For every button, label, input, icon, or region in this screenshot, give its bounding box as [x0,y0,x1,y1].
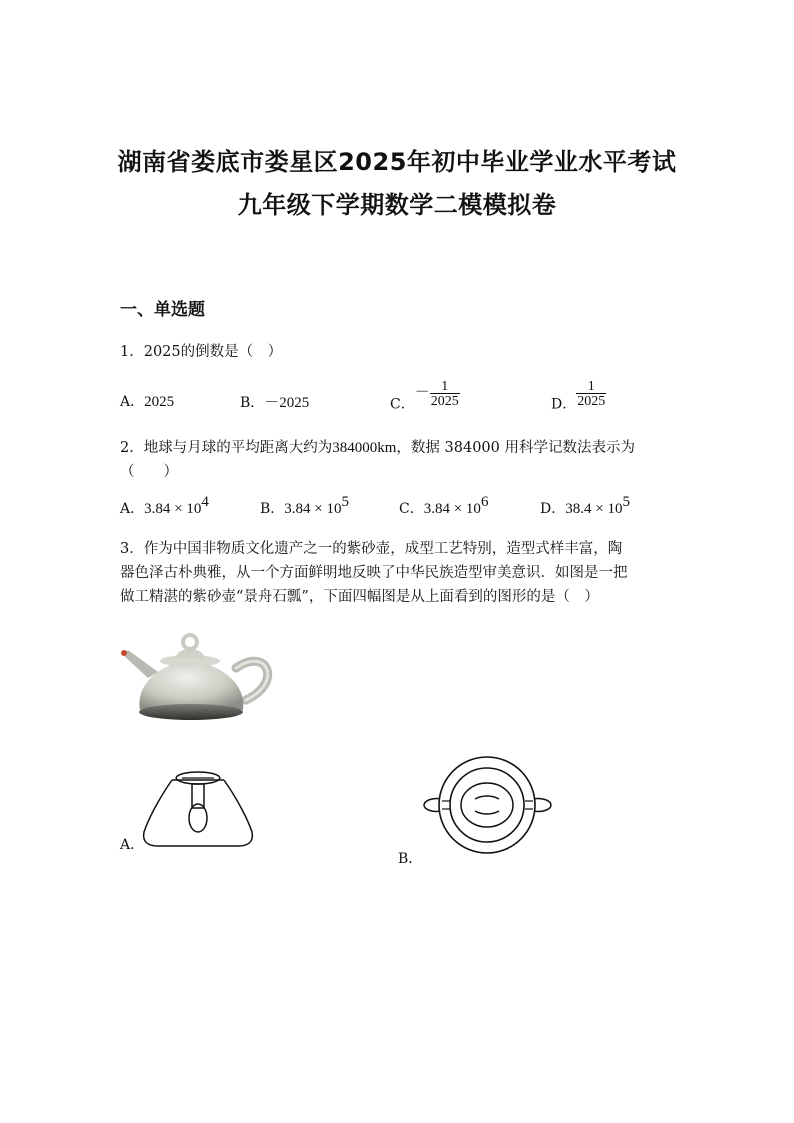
option-exponent: 5 [622,494,630,510]
q3-option-a-figure [138,768,258,850]
question-3-line3: 做工精湛的紫砂壶“景舟石瓢”，下面四幅图是从上面看到的图形的是（ ） [120,589,599,605]
question-3-line2: 器色泽古朴典雅，从一个方面鲜明地反映了中华民族造型审美意识．如图是一把 [120,565,628,581]
q2-stem-text: 2．地球与月球的平均距离大约为 [120,440,333,456]
section-heading: 一、单选题 [120,300,205,320]
option-base: 3.84 × 10 [144,501,202,517]
fraction-denominator: 2025 [577,394,606,409]
option-value: －2025 [264,395,310,411]
option-label: C． [390,396,415,413]
option-label: B． [240,395,265,411]
option-exponent: 6 [480,494,489,510]
document-title-line1: 湖南省娄底市娄星区2025年初中毕业学业水平考试 [117,148,677,176]
option-exponent: 5 [341,494,350,510]
option-value: 2025 [144,394,175,410]
q2-distance: 384000km [332,440,397,456]
question-1-stem: 1．2025的倒数是（ ） [120,344,283,360]
option-label: D． [551,396,577,413]
question-2-stem-line2: （ ） [120,464,178,480]
q2-stem-text-2: ，数据 384000 用科学记数法表示为 [396,440,635,456]
question-2-stem [120,436,635,460]
teapot-photo [118,628,278,723]
q1-option-d[interactable] [551,380,606,414]
option-exponent: 4 [201,494,209,510]
q1-option-c[interactable] [390,380,460,414]
option-base: 3.84 × 10 [423,501,481,517]
q3-option-a-label[interactable]: A． [120,837,145,853]
fraction-numerator: 1 [441,379,449,394]
minus-sign: － [414,384,430,401]
option-base: 3.84 × 10 [284,501,342,517]
fraction [430,380,460,409]
q2-option-c[interactable] [399,494,489,518]
question-3-line1: 3．作为中国非物质文化遗产之一的紫砂壶，成型工艺特别，造型式样丰富，陶 [120,541,623,557]
fraction [576,380,606,409]
option-label: B． [260,501,285,517]
q2-option-d[interactable] [540,494,630,518]
fraction-numerator: 1 [587,379,595,394]
fraction-denominator: 2025 [430,394,459,409]
q1-option-a[interactable] [120,391,174,411]
document-title-line2: 九年级下学期数学二模模拟卷 [237,191,557,219]
q3-option-b-figure [420,755,555,860]
option-label: A． [120,394,145,410]
q3-option-b-label[interactable]: B． [398,851,423,867]
option-label: D． [540,501,566,517]
q2-option-b[interactable] [260,494,350,518]
option-label: C． [399,501,424,517]
option-base: 38.4 × 10 [565,501,623,517]
q1-option-b[interactable] [240,391,309,412]
q2-option-a[interactable] [120,494,209,518]
option-label: A． [120,501,145,517]
